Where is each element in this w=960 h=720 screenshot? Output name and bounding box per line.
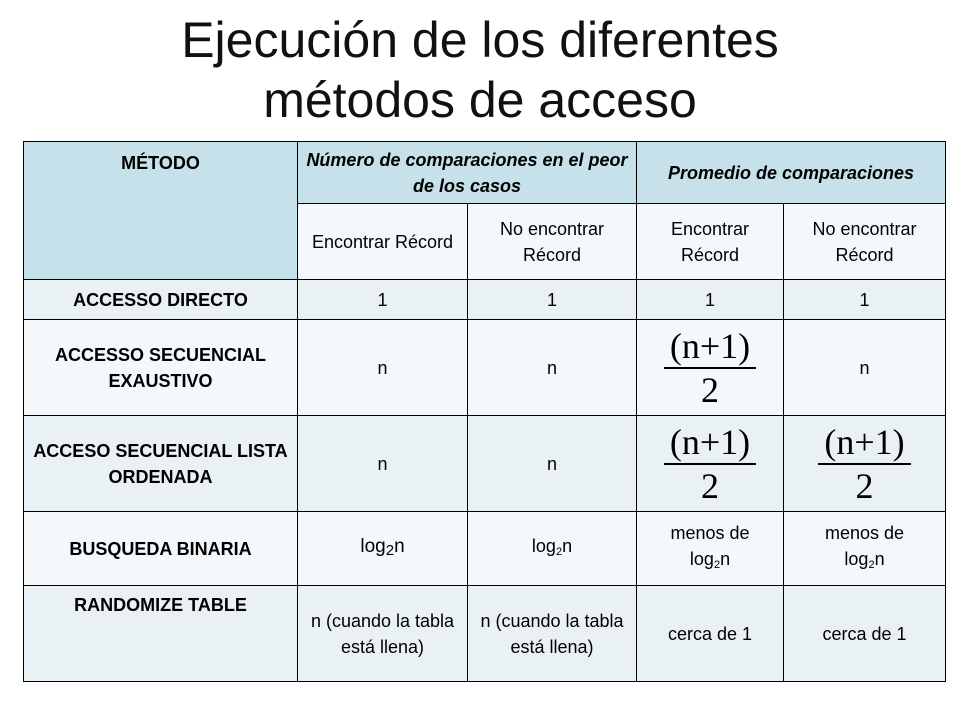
log-var: n xyxy=(720,548,731,569)
subheader-cell: Encontrar Récord xyxy=(298,204,468,280)
table-cell: n (cuando la tabla está llena) xyxy=(468,586,637,682)
table-cell xyxy=(468,512,637,586)
log-base: 2 xyxy=(385,542,395,559)
log-var: n xyxy=(394,536,405,557)
subheader-cell: No encontrar Récord xyxy=(784,204,946,280)
log-prefix: log xyxy=(844,548,869,569)
header-metodo: MÉTODO xyxy=(24,142,298,280)
table-row xyxy=(24,586,946,682)
table-cell: n xyxy=(468,320,637,416)
title-line-2: métodos de acceso xyxy=(263,72,697,128)
header-peor-casos: Número de comparaciones en el peor de los casos xyxy=(298,142,637,204)
table-cell: n xyxy=(298,416,468,512)
fraction-numerator: (n+1) xyxy=(669,325,751,366)
log-base: 2 xyxy=(713,558,721,571)
fraction-denominator: 2 xyxy=(701,369,719,410)
access-methods-table xyxy=(23,141,946,682)
table-cell: cerca de 1 xyxy=(784,586,946,682)
table-cell: n xyxy=(298,320,468,416)
fraction-bar xyxy=(664,367,756,369)
fraction-numerator: (n+1) xyxy=(669,421,751,462)
table-cell: 1 xyxy=(784,280,946,320)
table-cell: n xyxy=(468,416,637,512)
log-prefix: log xyxy=(531,535,556,556)
table-cell: n xyxy=(784,320,946,416)
fraction-bar xyxy=(818,463,910,465)
fraction-numerator: (n+1) xyxy=(824,421,905,462)
table-row xyxy=(24,320,946,416)
table-cell: 1 xyxy=(468,280,637,320)
header-promedio: Promedio de comparaciones xyxy=(637,142,946,204)
log-prefix: log xyxy=(689,548,714,569)
table-cell xyxy=(637,416,784,512)
log-var: n xyxy=(562,535,573,556)
slide-title xyxy=(0,10,960,130)
table-cell xyxy=(298,512,468,586)
menos-de-text: menos de xyxy=(670,522,750,543)
fraction-formula xyxy=(664,327,756,409)
table-cell: 1 xyxy=(298,280,468,320)
subheader-cell: No encontrar Récord xyxy=(468,204,637,280)
table-cell xyxy=(784,416,946,512)
table-cell: 1 xyxy=(637,280,784,320)
log-prefix: log xyxy=(360,536,386,557)
header-row xyxy=(24,142,946,204)
menos-de-text: menos de xyxy=(824,522,905,543)
title-line-1: Ejecución de los diferentes xyxy=(181,12,779,68)
table-cell xyxy=(784,512,946,586)
fraction-denominator: 2 xyxy=(701,465,719,506)
row-label: BUSQUEDA BINARIA xyxy=(24,512,298,586)
table-row xyxy=(24,280,946,320)
row-label: ACCESO SECUENCIAL LISTA ORDENADA xyxy=(24,416,298,512)
row-label: ACCESSO SECUENCIAL EXAUSTIVO xyxy=(24,320,298,416)
log-var: n xyxy=(874,548,885,569)
fraction-bar xyxy=(664,463,756,465)
table-row xyxy=(24,512,946,586)
row-label: ACCESSO DIRECTO xyxy=(24,280,298,320)
table-cell xyxy=(637,320,784,416)
subheader-cell: Encontrar Récord xyxy=(637,204,784,280)
table-row xyxy=(24,416,946,512)
fraction-formula xyxy=(664,423,756,505)
row-label: RANDOMIZE TABLE xyxy=(24,586,298,682)
table-cell: cerca de 1 xyxy=(637,586,784,682)
log-base: 2 xyxy=(868,558,875,571)
fraction-denominator: 2 xyxy=(855,465,874,506)
table-cell xyxy=(637,512,784,586)
table-cell: n (cuando la tabla está llena) xyxy=(298,586,468,682)
fraction-formula xyxy=(818,423,910,505)
log-base: 2 xyxy=(555,545,563,558)
